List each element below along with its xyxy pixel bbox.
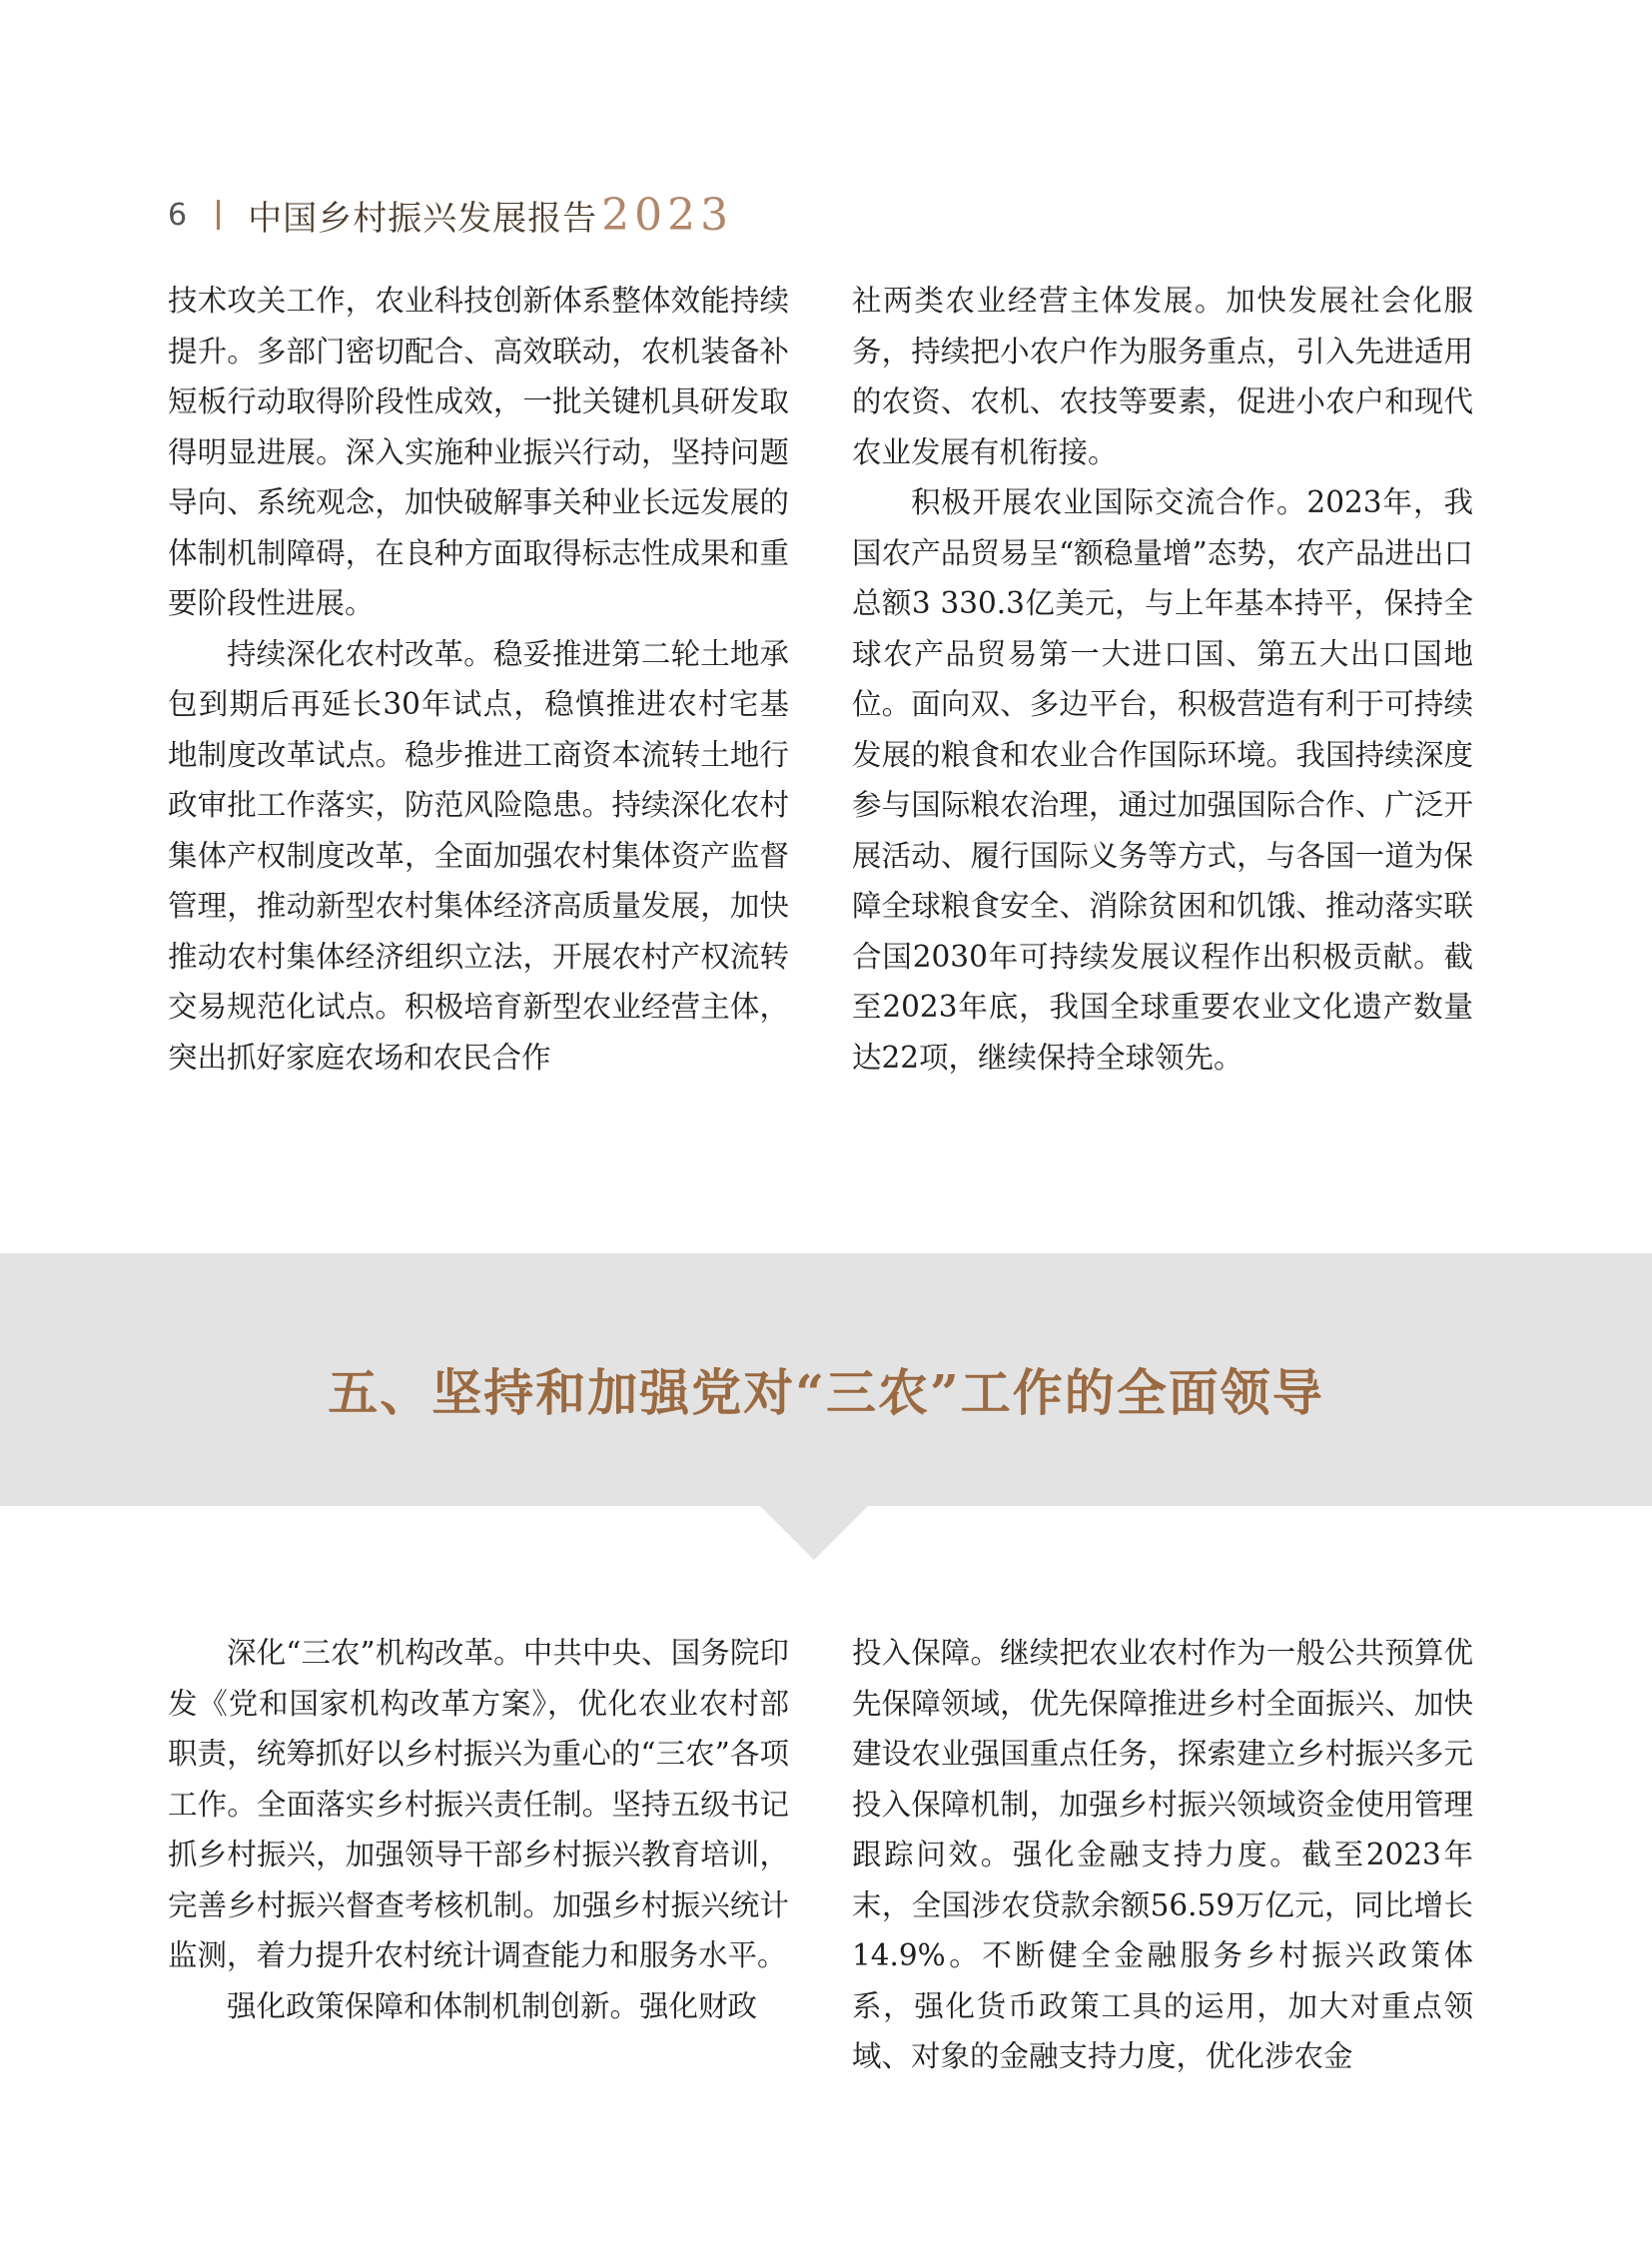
section2-left-column bbox=[168, 1628, 789, 2031]
running-header bbox=[168, 190, 733, 240]
header-divider bbox=[217, 200, 220, 230]
paragraph: 技术攻关工作，农业科技创新体系整体效能持续提升。多部门密切配合、高效联动，农机装备补短板行动取得阶段性成效，一批关键机具研发取得明显进展。深入实施种业振兴行动，坚持问题导向、系统观念，加快破解事关种业长远发展的体制机制障碍，在良种方面取得标志性成果和重要阶段性进展。 bbox=[168, 284, 789, 620]
paragraph: 持续深化农村改革。稳妥推进第二轮土地承包到期后再延长30年试点，稳慎推进农村宅基地制度改革试点。稳步推进工商资本流转土地行政审批工作落实，防范风险隐患。持续深化农村集体产权制度改革，全面加强农村集体资产监督管理，推动新型农村集体经济高质量发展，加快推动农村集体经济组织立法，开展农村产权流转交易规范化试点。积极培育新型农业经营主体，突出抓好家庭农场和农民合作 bbox=[168, 636, 789, 1075]
paragraph: 积极开展农业国际交流合作。2023年，我国农产品贸易呈“额稳量增”态势，农产品进出口总额3 330.3亿美元，与上年基本持平，保持全球农产品贸易第一大进口国、第五大出口国地位。面向双、多边平台，积极营造有利于可持续发展的粮食和农业合作国际环境。我国持续深度参与国际粮农治理，通过加强国际合作、广泛开展活动、履行国际义务等方式，与各国一道为保障全球粮食安全、消除贫困和饥饿、推动落实联合国2030年可持续发展议程作出积极贡献。截至2023年底，我国全球重要农业文化遗产数量达22项，继续保持全球领先。 bbox=[852, 485, 1473, 1075]
report-year: 2023 bbox=[601, 189, 734, 241]
section-heading-band bbox=[0, 1253, 1652, 1506]
section1-left-column bbox=[168, 276, 789, 1083]
heading-pointer bbox=[759, 1505, 869, 1560]
section-heading: 五、坚持和加强党对“三农”工作的全面领导 bbox=[328, 1363, 1324, 1422]
paragraph: 社两类农业经营主体发展。加快发展社会化服务，持续把小农户作为服务重点，引入先进适用的农资、农机、农技等要素，促进小农户和现代农业发展有机衔接。 bbox=[852, 284, 1473, 469]
paragraph: 投入保障。继续把农业农村作为一般公共预算优先保障领域，优先保障推进乡村全面振兴、加快建设农业强国重点任务，探索建立乡村振兴多元投入保障机制，加强乡村振兴领域资金使用管理跟踪问效。强化金融支持力度。截至2023年末，全国涉农贷款余额56.59万亿元，同比增长14.9%。不断健全金融服务乡村振兴政策体系，强化货币政策工具的运用，加大对重点领域、对象的金融支持力度，优化涉农金 bbox=[852, 1636, 1473, 2073]
report-title: 中国乡村振兴发展报告 bbox=[248, 198, 598, 239]
section1-right-column bbox=[852, 276, 1473, 1083]
paragraph: 强化政策保障和体制机制创新。强化财政 bbox=[227, 1988, 758, 2023]
page-number: 6 bbox=[168, 197, 188, 233]
section2-right-column bbox=[852, 1628, 1473, 2082]
paragraph: 深化“三农”机构改革。中共中央、国务院印发《党和国家机构改革方案》，优化农业农村部职责，统筹抓好以乡村振兴为重心的“三农”各项工作。全面落实乡村振兴责任制。坚持五级书记抓乡村振兴，加强领导干部乡村振兴教育培训，完善乡村振兴督查考核机制。加强乡村振兴统计监测，着力提升农村统计调查能力和服务水平。 bbox=[168, 1636, 789, 1972]
